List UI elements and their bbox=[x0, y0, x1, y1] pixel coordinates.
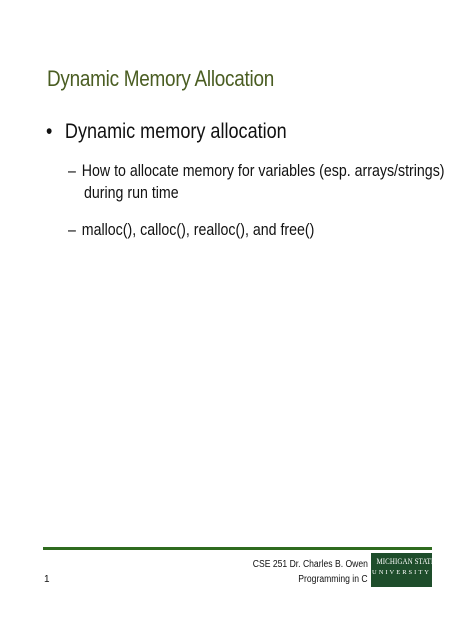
msu-logo bbox=[371, 553, 436, 587]
footer-divider bbox=[43, 547, 432, 550]
footer-course-line: CSE 251 Dr. Charles B. Owen bbox=[252, 559, 368, 570]
logo-line-1: MICHIGAN STATE bbox=[376, 556, 436, 566]
sub-bullet-2 bbox=[68, 219, 314, 241]
sub-bullet-1 bbox=[68, 160, 445, 182]
dash-marker: – bbox=[68, 162, 76, 180]
dash-marker: – bbox=[68, 221, 76, 239]
slide-title: Dynamic Memory Allocation bbox=[47, 66, 274, 91]
footer-course-title: Programming in C bbox=[298, 574, 368, 585]
bullet-marker: • bbox=[46, 120, 53, 143]
sub-bullet-1-line1: How to allocate memory for variables (esp. arrays/strings) bbox=[81, 162, 445, 180]
page-number: 1 bbox=[44, 574, 50, 585]
logo-line-2: UNIVERSITY bbox=[372, 569, 431, 576]
main-bullet-text: Dynamic memory allocation bbox=[64, 120, 287, 143]
main-bullet bbox=[46, 120, 287, 144]
sub-bullet-2-text: malloc(), calloc(), realloc(), and free() bbox=[81, 221, 315, 239]
sub-bullet-1-line2: during run time bbox=[84, 184, 179, 202]
